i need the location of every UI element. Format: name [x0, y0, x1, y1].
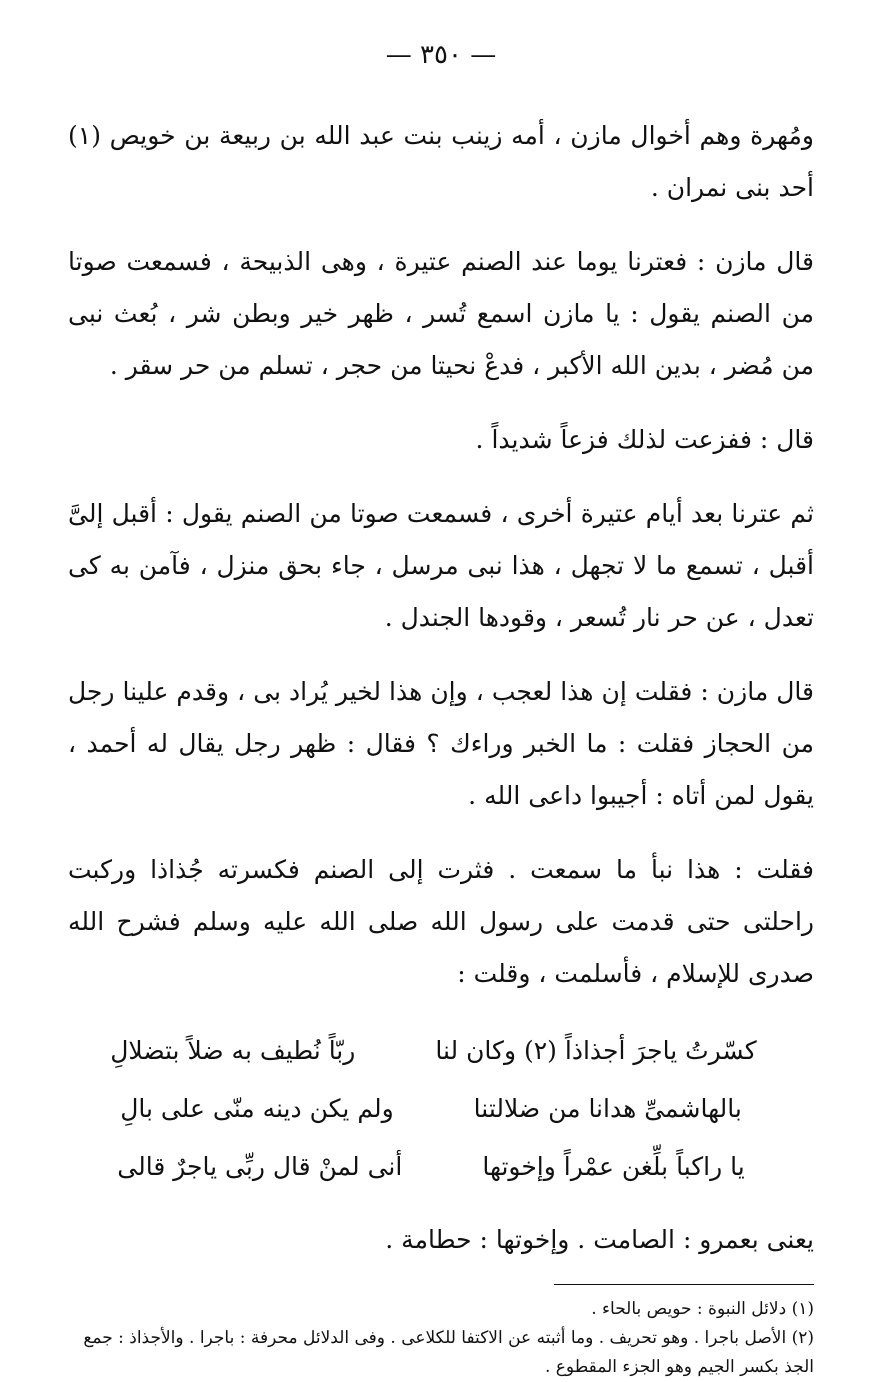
book-page — [68, 40, 814, 1377]
paragraph: ومُهرة وهم أخوال مازن ، أمه زينب بنت عبد الله بن ربيعة بن خويص (١) أحد بنى نمران . — [68, 121, 814, 202]
verse-second-hemistich: ربّاً نُطيف به ضلاً بتضلالِ — [110, 1036, 356, 1065]
paragraph: فقلت : هذا نبأ ما سمعت . فثرت إلى الصنم فكسرته جُذاذا وركبت راحلتى حتى قدمت على رسول الله صلى الله عليه وسلم فشرح الله صدرى للإسلام ، فأسلمت ، وقلت : — [68, 855, 814, 988]
paragraph: ثم عترنا بعد أيام عتيرة أخرى ، فسمعت صوتا من الصنم يقول : أقبل إلىَّ أقبل ، تسمع ما لا تجهل ، هذا نبى مرسل ، جاء بحق منزل ، فآمن به كى تعدل ، عن حر نار تُسعر ، وقودها الجندل . — [68, 499, 814, 632]
poem-verse — [68, 1022, 794, 1080]
page-number: — ٣٥٠ — — [385, 40, 497, 70]
paragraph: قال مازن : فقلت إن هذا لعجب ، وإن هذا لخير يُراد بى ، وقدم علينا رجل من الحجاز فقلت : ما الخبر وراءك ؟ فقال : ظهر رجل يقال له أحمد ، يقول لمن أتاه : أجيبوا داعى الله . — [68, 677, 814, 810]
verse-second-hemistich: أنى لمنْ قال ربِّى ياجرٌ قالى — [117, 1152, 403, 1181]
footnote-divider — [554, 1284, 814, 1285]
poem-verse — [68, 1138, 794, 1196]
verse-first-hemistich: بالهاشمىِّ هدانا من ضلالتنا — [473, 1094, 742, 1123]
verse-second-hemistich: ولم يكن دينه منّى على بالِ — [120, 1094, 394, 1123]
paragraph: قال : ففزعت لذلك فزعاً شديداً . — [475, 425, 814, 454]
footnote: (٢) الأصل باجرا . وهو تحريف . وما أثبته عن الاكتفا للكلاعى . وفى الدلائل محرفة : باجرا . والأجذاذ : جمع الجذ بكسر الجيم وهو الجزء المقطوع . — [83, 1328, 814, 1377]
verse-first-hemistich: كسّرتُ ياجرَ أجذاذاً (٢) وكان لنا — [435, 1036, 757, 1065]
poem-verse — [68, 1080, 794, 1138]
paragraph: قال مازن : فعترنا يوما عند الصنم عتيرة ، وهى الذبيحة ، فسمعت صوتا من الصنم يقول : يا مازن اسمع تُسر ، ظهر خير وبطن شر ، بُعث نبى من مُضر ، بدين الله الأكبر ، فدعْ نحيتا من حجر ، تسلم من حر سقر . — [68, 247, 814, 380]
footnote: (١) دلائل النبوة : حويص بالحاء . — [591, 1299, 814, 1319]
explanatory-note: يعنى بعمرو : الصامت . وإخوتها : حطامة . — [385, 1225, 814, 1254]
verse-first-hemistich: يا راكباً بلِّغن عمْراً وإخوتها — [482, 1152, 745, 1181]
